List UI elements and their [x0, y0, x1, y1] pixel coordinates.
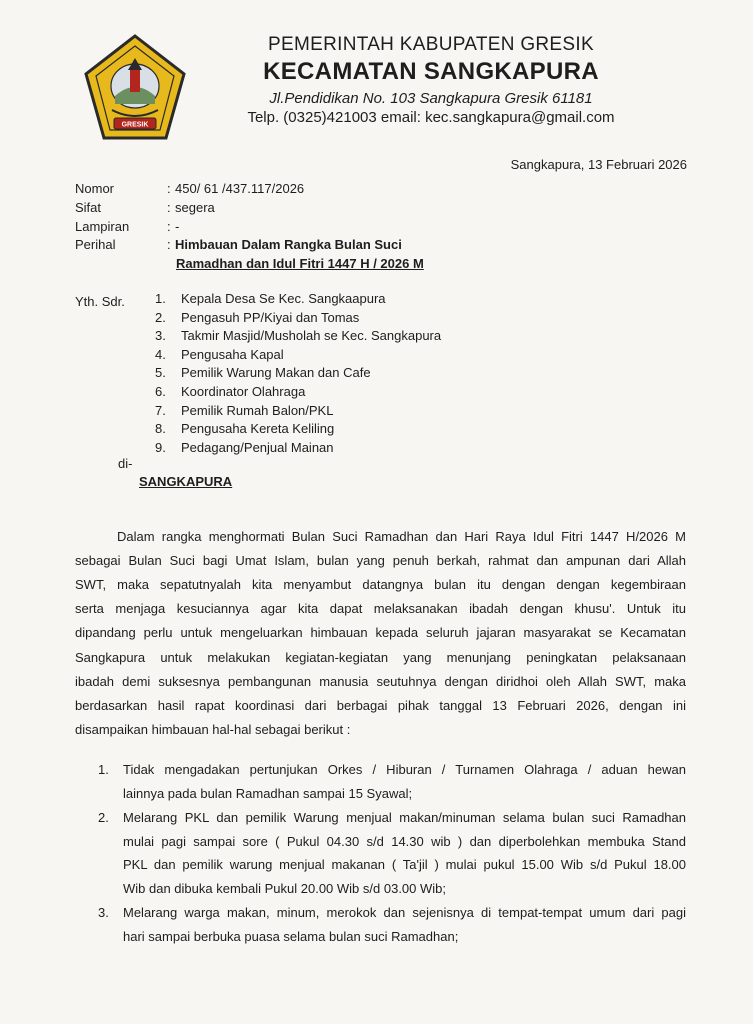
recipient-item — [155, 291, 575, 309]
recipient-number: 6. — [155, 384, 166, 399]
point-line: lainnya pada bulan Ramadhan sampai 15 Syawal; — [123, 785, 413, 801]
recipient-text: Kepala Desa Se Kec. Sangkaapura — [181, 291, 386, 306]
office-name: KECAMATAN SANGKAPURA — [263, 58, 599, 85]
colon: : — [167, 200, 171, 215]
point-line: PKL dan pemilik warung menjual makanan ( Ta'jil ) mulai pukul 15.00 Wib s/d Pukul 18.00 — [123, 857, 686, 872]
nomor-value: 450/ 61 /437.117/2026 — [175, 181, 305, 196]
recipient-item — [155, 328, 575, 346]
recipient-text: Koordinator Olahraga — [181, 384, 306, 399]
body-line: ibadah demi suksesnya pembangunan manusia seutuhnya dengan diridhoi oleh Allah SWT, maka — [75, 673, 686, 689]
recipient-item — [155, 384, 575, 402]
government-name: PEMERINTAH KABUPATEN GRESIK — [268, 34, 594, 55]
emblem-label: GRESIK — [121, 121, 149, 129]
recipient-number: 9. — [155, 439, 166, 455]
recipient-item — [155, 310, 575, 328]
recipient-text: Takmir Masjid/Musholah se Kec. Sangkapura — [181, 328, 442, 344]
recipient-text: Pemilik Rumah Balon/PKL — [181, 402, 334, 418]
gresik-emblem-logo — [84, 34, 186, 142]
meta-lampiran — [75, 219, 695, 237]
point-line: hari sampai berbuka puasa selama bulan suci Ramadhan; — [123, 928, 459, 944]
recipient-di: di- — [118, 456, 133, 471]
point-line: Tidak mengadakan pertunjukan Orkes / Hiburan / Turnamen Olahraga / aduan hewan — [123, 762, 686, 777]
body-line: sebagai Bulan Suci bagi Umat Islam, bulan yang penuh berkah, rahmat dan ampunan dari Allah — [75, 553, 686, 569]
recipient-number: 3. — [155, 328, 166, 344]
recipient-number: 7. — [155, 402, 166, 418]
office-address: Jl.Pendidikan No. 103 Sangkapura Gresik 61181 — [269, 90, 593, 107]
perihal-value-line2: Ramadhan dan Idul Fitri 1447 H / 2026 M — [176, 256, 424, 271]
recipient-item — [155, 403, 575, 421]
recipient-number: 8. — [155, 421, 166, 437]
recipient-item — [155, 365, 575, 383]
point-line: mulai pagi sampai sore ( Pukul 04.30 s/d 14.30 wib ) dan diperbolehkan membuka Stand — [123, 833, 686, 849]
point-line: Wib dan dibuka kembali Pukul 20.00 Wib s/d 03.00 Wib; — [123, 880, 447, 896]
recipient-salutation: Yth. Sdr. — [75, 294, 125, 309]
recipient-number: 2. — [155, 309, 166, 325]
office-contact: Telp. (0325)421003 email: kec.sangkapura@gmail.com — [247, 109, 615, 126]
body-line: disampaikan himbauan hal-hal sebagai berikut : — [75, 721, 351, 737]
body-line: berdasarkan hasil rapat koordinasi dari berbagai pihak tanggal 13 Februari 2026, dengan ini — [75, 697, 686, 713]
point-number: 2. — [98, 810, 109, 825]
body-line: Sangkapura untuk melakukan kegiatan-kegiatan yang menunjang peningkatan pelaksanaan — [75, 649, 686, 665]
recipient-item — [155, 421, 575, 439]
point-line: Melarang warga makan, minum, merokok dan sejenisnya di tempat-tempat umum dari pagi — [123, 905, 686, 920]
meta-sifat — [75, 200, 695, 218]
perihal-label: Perihal — [75, 237, 116, 252]
recipient-item — [155, 440, 575, 458]
recipient-number: 4. — [155, 346, 166, 362]
recipient-text: Pengusaha Kereta Keliling — [181, 421, 335, 437]
perihal-value-line1: Himbauan Dalam Rangka Bulan Suci — [175, 237, 402, 252]
lampiran-label: Lampiran — [75, 219, 130, 234]
point-number: 1. — [98, 762, 109, 777]
body-line: SWT, maka sepatutnyalah kita menyambut datangnya bulan itu dengan dengan kegembiraan — [75, 577, 686, 593]
letter-date: Sangkapura, 13 Februari 2026 — [510, 157, 687, 172]
recipient-text: Pengasuh PP/Kiyai dan Tomas — [181, 309, 360, 325]
sifat-value: segera — [175, 200, 215, 215]
body-line: Dalam rangka menghormati Bulan Suci Ramadhan dan Hari Raya Idul Fitri 1447 H/2026 M — [117, 529, 686, 544]
point-number: 3. — [98, 905, 109, 920]
nomor-label: Nomor — [75, 181, 115, 196]
meta-perihal — [75, 237, 695, 255]
recipient-text: Pengusaha Kapal — [181, 346, 284, 362]
recipient-text: Pemilik Warung Makan dan Cafe — [181, 365, 371, 381]
colon: : — [167, 219, 171, 234]
recipient-item — [155, 347, 575, 365]
recipient-place: SANGKAPURA — [139, 474, 233, 489]
recipient-text: Pedagang/Penjual Mainan — [181, 439, 334, 455]
sifat-label: Sifat — [75, 200, 102, 215]
point-line: Melarang PKL dan pemilik Warung menjual makan/minuman selama bulan suci Ramadhan — [123, 810, 686, 825]
colon: : — [167, 181, 171, 196]
recipient-number: 1. — [155, 291, 166, 306]
colon: : — [167, 237, 171, 252]
recipient-number: 5. — [155, 365, 166, 381]
body-line: dipandang perlu untuk mengeluarkan himbauan kepada seluruh jajaran masyarakat se Kecamatan — [75, 625, 686, 641]
meta-nomor — [75, 181, 695, 199]
body-line: serta menjaga kesuciannya agar kita dapat melaksanakan ibadah dengan khusu'. Untuk itu — [75, 601, 686, 617]
lampiran-value: - — [175, 219, 180, 234]
